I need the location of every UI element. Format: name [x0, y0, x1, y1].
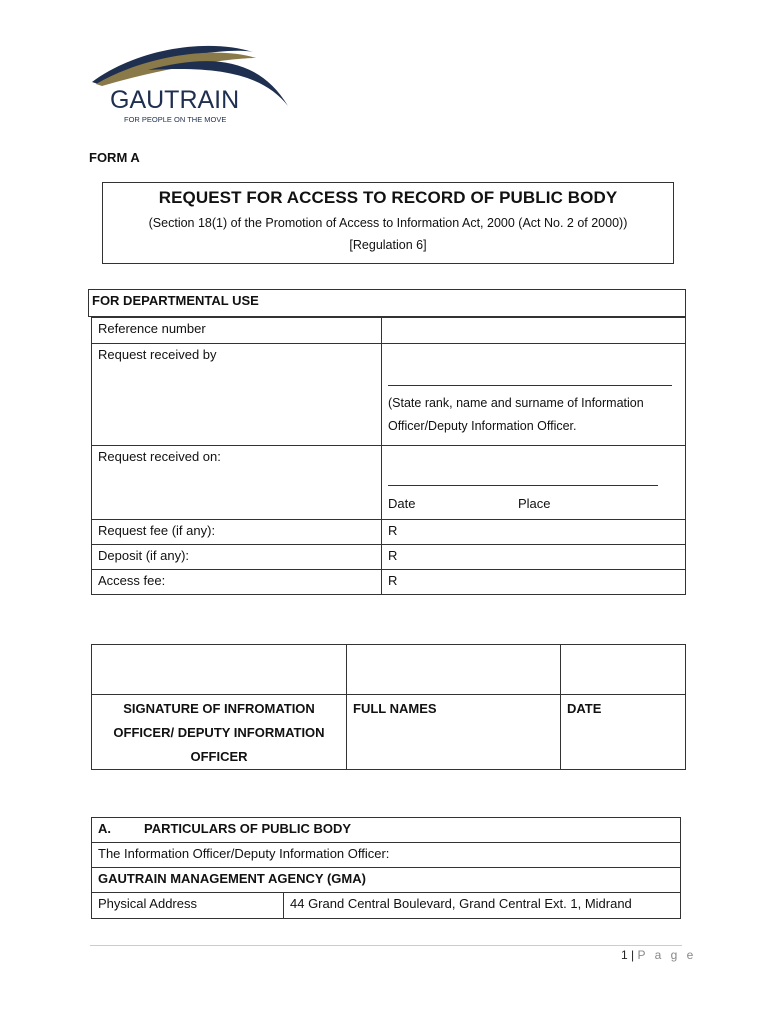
full-names-field[interactable] — [347, 645, 561, 695]
logo-swoosh-icon — [88, 38, 298, 128]
signature-label-cell — [92, 695, 347, 770]
page-footer — [621, 948, 696, 962]
form-title: REQUEST FOR ACCESS TO RECORD OF PUBLIC BODY — [158, 188, 618, 207]
table-row — [92, 893, 681, 919]
date-field[interactable] — [561, 645, 686, 695]
request-fee-label: Request fee (if any): — [92, 520, 382, 545]
particulars-table — [91, 817, 681, 919]
request-fee-field[interactable]: R — [382, 520, 686, 545]
page-number: 1 — [621, 948, 628, 962]
table-row — [92, 446, 686, 520]
date-label: Date — [388, 496, 416, 511]
table-row — [92, 818, 681, 843]
physical-address-value: 44 Grand Central Boulevard, Grand Central Ext. 1, Midrand — [284, 893, 681, 919]
signature-label-line-1: SIGNATURE OF INFROMATION — [123, 701, 315, 716]
received-by-field[interactable] — [382, 344, 686, 446]
signature-line — [388, 371, 672, 386]
form-section-reference: (Section 18(1) of the Promotion of Access to Information Act, 2000 (Act No. 2 of 2000)) — [148, 216, 628, 230]
table-row — [92, 545, 686, 570]
table-row — [92, 695, 686, 770]
particulars-heading: PARTICULARS OF PUBLIC BODY — [144, 821, 352, 836]
deposit-field[interactable]: R — [382, 545, 686, 570]
signature-label-line-2: OFFICER/ DEPUTY INFORMATION — [113, 725, 325, 740]
date-place-line — [388, 471, 658, 486]
date-label-header: DATE — [561, 695, 686, 770]
place-label: Place — [518, 496, 551, 511]
table-row — [92, 570, 686, 595]
physical-address-label: Physical Address — [92, 893, 284, 919]
full-names-label: FULL NAMES — [347, 695, 561, 770]
signature-table — [91, 644, 686, 770]
section-letter: A. — [98, 821, 111, 836]
particulars-heading-cell — [92, 818, 681, 843]
departmental-use-table — [91, 317, 686, 595]
reference-number-label: Reference number — [92, 318, 382, 344]
page-word: P a g e — [637, 948, 697, 962]
footer-divider — [90, 945, 682, 946]
form-label: FORM A — [89, 150, 140, 165]
signature-field[interactable] — [92, 645, 347, 695]
title-box — [102, 182, 674, 264]
signature-label-line-3: OFFICER — [190, 749, 248, 764]
form-regulation: [Regulation 6] — [349, 238, 427, 252]
table-row — [92, 344, 686, 446]
agency-name: GAUTRAIN MANAGEMENT AGENCY (GMA) — [92, 868, 681, 893]
page-separator: | — [631, 948, 635, 962]
access-fee-label: Access fee: — [92, 570, 382, 595]
access-fee-field[interactable]: R — [382, 570, 686, 595]
table-row — [92, 520, 686, 545]
received-by-label: Request received by — [92, 344, 382, 446]
table-row — [92, 868, 681, 893]
logo-name: GAUTRAIN — [110, 86, 240, 114]
table-row — [92, 645, 686, 695]
received-by-note-1: (State rank, name and surname of Information — [388, 396, 644, 410]
received-on-label: Request received on: — [92, 446, 382, 520]
deposit-label: Deposit (if any): — [92, 545, 382, 570]
info-officer-label: The Information Officer/Deputy Information Officer: — [92, 843, 681, 868]
departmental-use-header: FOR DEPARTMENTAL USE — [88, 289, 686, 317]
received-on-field[interactable] — [382, 446, 686, 520]
gautrain-logo — [88, 38, 298, 128]
table-row — [92, 843, 681, 868]
logo-tagline: FOR PEOPLE ON THE MOVE — [124, 115, 227, 124]
table-row — [92, 318, 686, 344]
received-by-note-2: Officer/Deputy Information Officer. — [388, 419, 577, 433]
reference-number-field[interactable] — [382, 318, 686, 344]
